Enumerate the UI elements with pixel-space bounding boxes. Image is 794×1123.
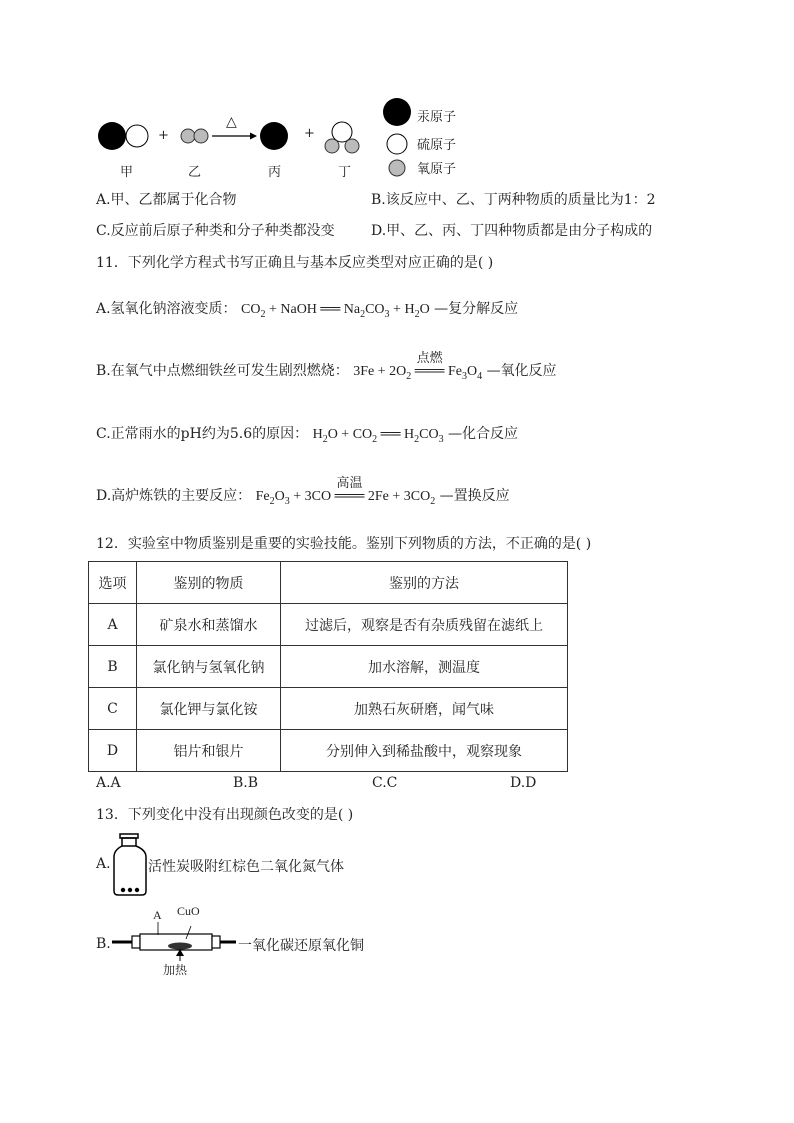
oxygen-atom bbox=[325, 139, 339, 153]
plus-sign: + bbox=[158, 128, 169, 143]
table-cell: D bbox=[89, 730, 137, 772]
table-cell: A bbox=[89, 604, 137, 646]
table-row bbox=[89, 730, 568, 772]
mercury-atom bbox=[98, 122, 126, 150]
table-cell: C bbox=[89, 688, 137, 730]
q12-option-a: A.A bbox=[96, 775, 121, 791]
oxygen-atom bbox=[389, 160, 405, 176]
reaction-type: —氧化反应 bbox=[486, 363, 557, 379]
option-text: D.高炉炼铁的主要反应： bbox=[96, 488, 252, 504]
q10-option-b: B.该反应中、乙、丁两种物质的质量比为1：2 bbox=[371, 192, 656, 208]
table-cell: B bbox=[89, 646, 137, 688]
table-cell: 加水溶解，测温度 bbox=[281, 646, 568, 688]
q10-option-d: D.甲、乙、丙、丁四种物质都是由分子构成的 bbox=[371, 223, 653, 239]
q13-option-a-label: A. bbox=[96, 856, 111, 872]
heat-arrow-icon bbox=[175, 949, 185, 961]
label-jia: 甲 bbox=[120, 165, 134, 180]
q11-option-c bbox=[96, 423, 518, 445]
table-header-row bbox=[89, 562, 568, 604]
mercury-atom bbox=[260, 122, 288, 150]
label-cuo: CuO bbox=[177, 904, 200, 918]
table-cell: 过滤后，观察是否有杂质残留在滤纸上 bbox=[281, 604, 568, 646]
table-cell: 加熟石灰研磨，闻气味 bbox=[281, 688, 568, 730]
diagram-legend bbox=[382, 96, 414, 182]
reaction-type: —置换反应 bbox=[439, 488, 510, 504]
identification-table bbox=[88, 561, 568, 772]
q11-option-a bbox=[96, 298, 518, 320]
table-cell: 分别伸入到稀盐酸中，观察现象 bbox=[281, 730, 568, 772]
sulfur-atom bbox=[126, 125, 148, 147]
gas-bottle-icon bbox=[110, 833, 150, 897]
table-cell: 氯化钾与氯化铵 bbox=[137, 688, 281, 730]
q10-option-a: A.甲、乙都属于化合物 bbox=[96, 192, 237, 208]
label-bing: 丙 bbox=[268, 165, 282, 180]
equation: $3Fe + 2O_2$ 点燃 ═══ $Fe_3O_4$ bbox=[353, 364, 482, 379]
reaction-type: —化合反应 bbox=[448, 426, 519, 442]
label-yi: 乙 bbox=[188, 165, 202, 180]
mercury-atom bbox=[383, 98, 411, 126]
reaction-type: —复分解反应 bbox=[434, 301, 519, 317]
table-cell: 氯化钠与氢氧化钠 bbox=[137, 646, 281, 688]
equation: $H_2O + CO_2$ ══ $H_2CO_3$ bbox=[312, 427, 444, 445]
table-header: 鉴别的方法 bbox=[281, 562, 568, 604]
equation: $CO_2$ + NaOH ══ $Na_2CO_3 + H_2O$ bbox=[241, 302, 430, 320]
oxygen-atom bbox=[181, 129, 195, 143]
reaction-diagram bbox=[90, 95, 380, 165]
sulfur-atom bbox=[332, 122, 352, 142]
table-row bbox=[89, 646, 568, 688]
q10-option-c: C.反应前后原子种类和分子种类都没变 bbox=[96, 223, 335, 239]
q12-stem: 12．实验室中物质鉴别是重要的实验技能。鉴别下列物质的方法，不正确的是( ) bbox=[96, 536, 592, 552]
label-a: A bbox=[153, 908, 162, 922]
table-cell: 铝片和银片 bbox=[137, 730, 281, 772]
condition-symbol: △ bbox=[226, 114, 237, 130]
q12-option-c: C.C bbox=[372, 775, 398, 791]
legend-oxygen: 氧原子 bbox=[417, 162, 457, 177]
option-text: C.正常雨水的pH约为5.6的原因： bbox=[96, 426, 309, 442]
label-ding: 丁 bbox=[338, 165, 352, 180]
table-header: 鉴别的物质 bbox=[137, 562, 281, 604]
table-header: 选项 bbox=[89, 562, 137, 604]
table-cell: 矿泉水和蒸馏水 bbox=[137, 604, 281, 646]
oxygen-atom bbox=[194, 129, 208, 143]
q13-option-a-text: 活性炭吸附红棕色二氧化氮气体 bbox=[148, 859, 344, 875]
equation: $Fe_2O_3 + 3CO$ 高温 ═══ $2Fe + 3CO_2$ bbox=[256, 489, 436, 504]
legend-sulfur: 硫原子 bbox=[417, 138, 457, 153]
oxygen-atom bbox=[345, 139, 359, 153]
legend-mercury: 汞原子 bbox=[417, 110, 457, 125]
table-row bbox=[89, 688, 568, 730]
q13-stem: 13．下列变化中没有出现颜色改变的是( ) bbox=[96, 807, 354, 823]
q12-option-d: D.D bbox=[510, 775, 537, 791]
q11-option-d bbox=[96, 476, 510, 507]
reaction-condition: 高温 bbox=[336, 476, 363, 491]
q13-option-b-label: B. bbox=[96, 936, 111, 952]
q11-option-b bbox=[96, 351, 557, 382]
option-text: B.在氧气中点燃细铁丝可发生剧烈燃烧： bbox=[96, 363, 349, 379]
q11-stem: 11．下列化学方程式书写正确且与基本反应类型对应正确的是( ) bbox=[96, 255, 494, 271]
label-heat: 加热 bbox=[163, 963, 188, 977]
reaction-condition: 点燃 bbox=[416, 351, 443, 366]
plus-sign: + bbox=[304, 126, 315, 141]
reduction-apparatus-icon bbox=[108, 922, 238, 958]
q12-option-b: B.B bbox=[233, 775, 259, 791]
table-row bbox=[89, 604, 568, 646]
option-text: A.氢氧化钠溶液变质： bbox=[96, 301, 237, 317]
sulfur-atom bbox=[387, 134, 407, 154]
q13-option-b-text: 一氧化碳还原氧化铜 bbox=[238, 938, 364, 954]
